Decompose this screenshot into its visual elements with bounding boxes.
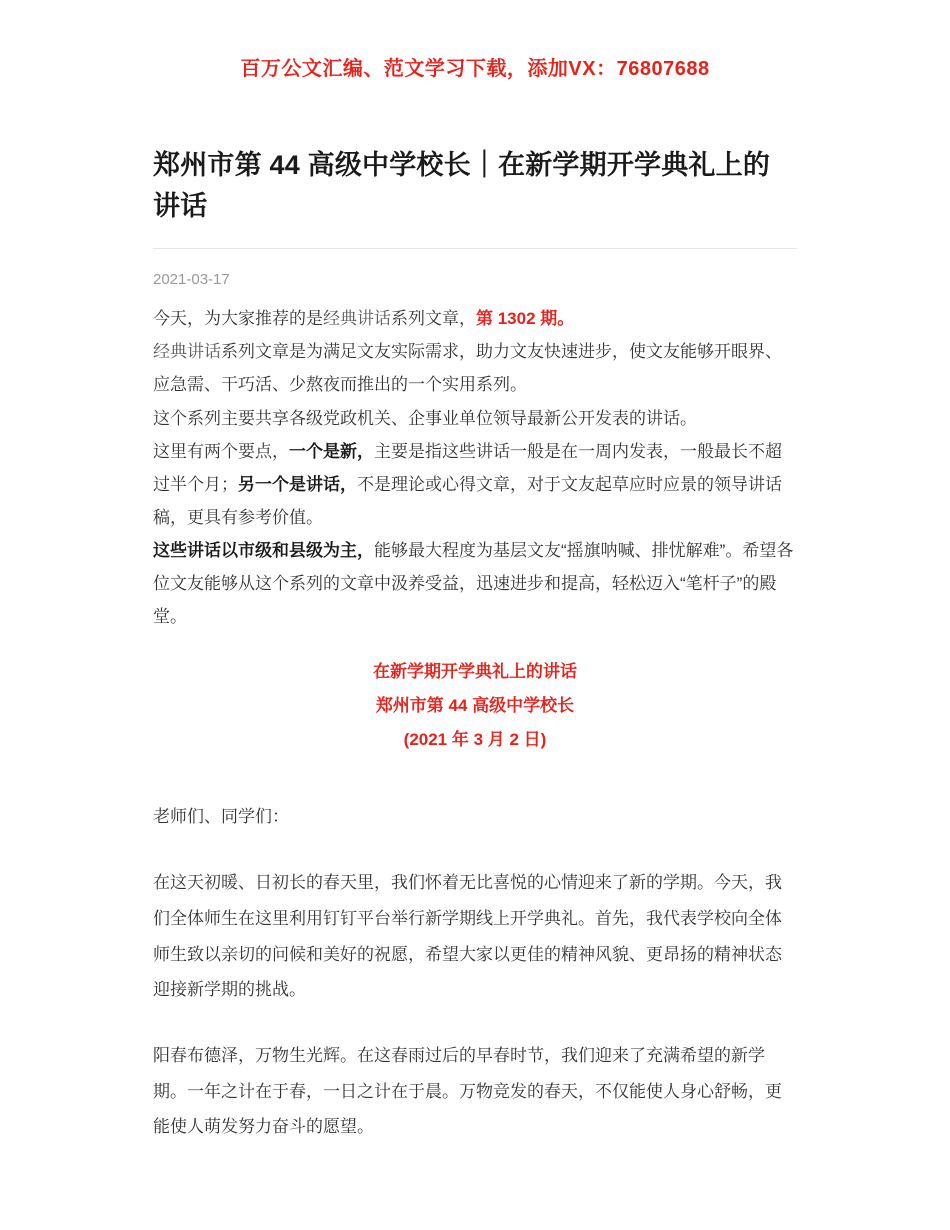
title-divider bbox=[153, 248, 797, 249]
intro-line-1-mid: 系列文章， bbox=[391, 309, 476, 329]
intro-line-5-bold: 这些讲话以市级和县级为主， bbox=[153, 541, 374, 561]
spacer-after-salutation bbox=[153, 835, 797, 865]
body-paragraph-2: 阳春布德泽，万物生光辉。在这春雨过后的早春时节，我们迎来了充满希望的新学期。一年之计在于春，一日之计在于晨。万物竞发的春天，不仅能使人身心舒畅，更能使人萌发努力奋斗的愿望。 bbox=[153, 1045, 782, 1137]
intro-point-two: 另一个是讲话， bbox=[238, 474, 357, 494]
intro-line-4-d: 不是理论或心得文章，对于文友起草应时应景的领导讲话稿，更具有参考价值。 bbox=[153, 474, 782, 527]
intro-line-5-rest: 能够最大程度为基层文友“摇旗呐喊、排忧解难”。希望各位文友能够从这个系列的文章中汲养受益，迅速进步和提高，轻松迈入“笔杆子”的殿堂。 bbox=[153, 541, 794, 627]
spacer-between-paragraphs bbox=[153, 1008, 797, 1038]
intro-line-4-c: 主要是指这些讲话一般是在一周内发表，一般最长不超过半个月； bbox=[153, 441, 782, 494]
intro-line-2 bbox=[153, 335, 797, 401]
intro-issue-number: 第 1302 期。 bbox=[476, 309, 575, 329]
salutation: 老师们、同学们： bbox=[153, 807, 289, 827]
page-title: 郑州市第 44 高级中学校长｜在新学期开学典礼上的讲话 bbox=[153, 150, 771, 221]
intro-line-2-rest: 系列文章是为满足文友实际需求，助力文友快速进步，使文友能够开眼界、应急需、干巧活、少熬夜而推出的一个实用系列。 bbox=[153, 342, 782, 395]
intro-line-4-a: 这里有两个要点， bbox=[153, 441, 289, 461]
intro-line-5 bbox=[153, 534, 797, 633]
body-paragraph-1: 在这天初暖、日初长的春天里，我们怀着无比喜悦的心情迎来了新的学期。今天，我们全体师生在这里利用钉钉平台举行新学期线上开学典礼。首先，我代表学校向全体师生致以亲切的问候和美好的祝愿，希望大家以更佳的精神风貌、更昂扬的精神状态迎接新学期的挑战。 bbox=[153, 873, 782, 1000]
publish-date: 2021-03-17 bbox=[153, 271, 230, 289]
promo-banner: 百万公文汇编、范文学习下载，添加VX：76807688 bbox=[240, 58, 710, 80]
spacer-after-heading bbox=[153, 757, 797, 799]
intro-line-4 bbox=[153, 435, 797, 534]
intro-line-3: 这个系列主要共享各级党政机关、企事业单位领导最新公开发表的讲话。 bbox=[153, 408, 697, 428]
document-content bbox=[153, 81, 797, 1145]
intro-point-one: 一个是新， bbox=[289, 441, 374, 461]
speech-speaker: 郑州市第 44 高级中学校长 bbox=[375, 696, 575, 716]
speech-title: 在新学期开学典礼上的讲话 bbox=[373, 662, 577, 682]
speech-date: (2021 年 3 月 2 日) bbox=[403, 730, 547, 750]
intro-line-1-prefix: 今天，为大家推荐的是 bbox=[153, 309, 323, 329]
speech-heading-block bbox=[153, 655, 797, 757]
intro-line-1 bbox=[153, 302, 797, 335]
intro-line-1-series-name: 经典讲话 bbox=[323, 309, 391, 329]
intro-line-2-series-name: 经典讲话 bbox=[153, 342, 221, 362]
